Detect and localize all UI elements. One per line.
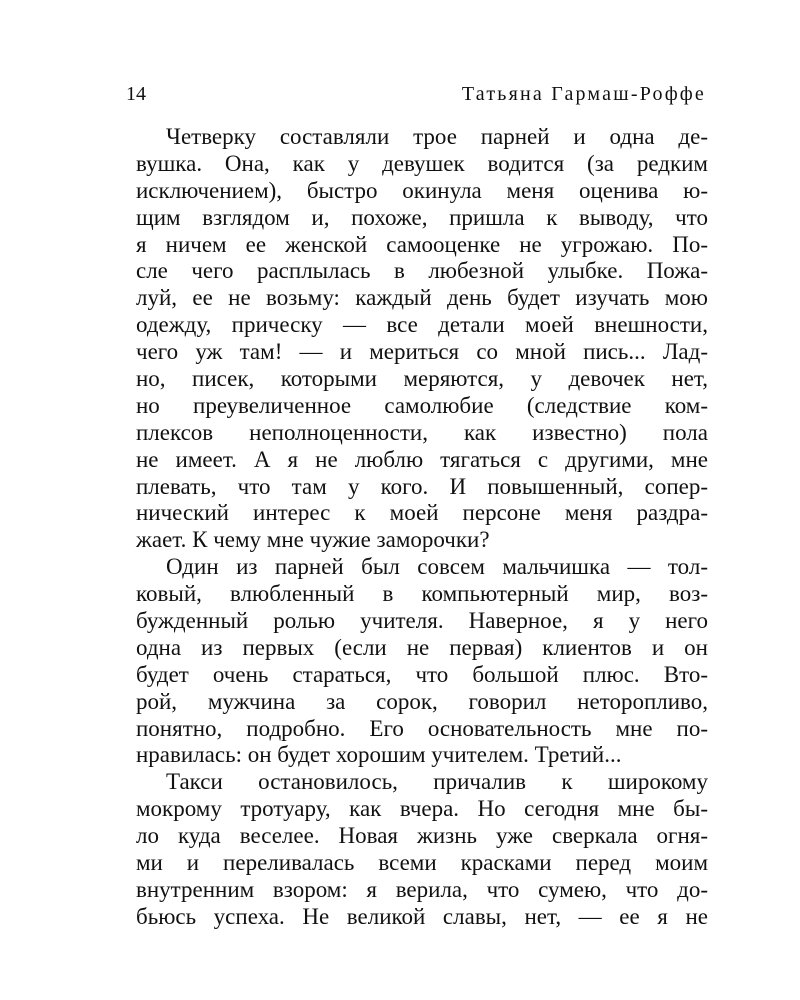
text-line: сле чего расплылась в любезной улыбке. Пожа- bbox=[136, 258, 708, 284]
text-line: вушка. Она, как у девушек водится (за редким bbox=[136, 150, 708, 176]
text-line: одежду, прическу — все детали моей внешности, bbox=[136, 312, 708, 338]
text-line: Один из парней был совсем мальчишка — тол- bbox=[166, 554, 708, 580]
page-number: 14 bbox=[126, 83, 146, 105]
text-line: бьюсь успеха. Не великой славы, нет, — ее я не bbox=[136, 903, 708, 929]
text-line: одна из первых (если не первая) клиентов и он bbox=[136, 634, 708, 660]
text-line: но, писек, которыми меряются, у девочек нет, bbox=[136, 366, 708, 392]
text-line: ми и переливалась всеми красками перед моим bbox=[136, 850, 708, 876]
text-line: мокрому тротуару, как вчера. Но сегодня мне бы- bbox=[136, 796, 708, 822]
text-line: ло куда веселее. Новая жизнь уже сверкала огня- bbox=[136, 823, 708, 849]
text-line: нический интерес к моей персоне меня раздра- bbox=[136, 500, 708, 526]
text-line: плевать, что там у кого. И повышенный, сопер- bbox=[136, 473, 708, 499]
text-line: исключением), быстро окинула меня оценива ю- bbox=[136, 177, 708, 203]
text-line: внутренним взором: я верила, что сумею, что до- bbox=[136, 876, 708, 902]
text-line: чего уж там! — и мериться со мной пись... Лад- bbox=[136, 339, 708, 365]
text-line: Такси остановилось, причалив к широкому bbox=[166, 769, 708, 795]
text-line: жает. К чему мне чужие заморочки? bbox=[136, 527, 490, 553]
text-line: понятно, подробно. Его основательность мне по- bbox=[136, 715, 708, 741]
text-line: нравилась: он будет хорошим учителем. Третий... bbox=[136, 742, 622, 768]
text-line: я ничем ее женской самооценке не угрожаю. По- bbox=[136, 231, 708, 257]
text-line: Четверку составляли трое парней и одна де- bbox=[166, 124, 708, 149]
text-line: луй, ее не возьму: каждый день будет изучать мою bbox=[136, 285, 708, 311]
text-line: щим взглядом и, похоже, пришла к выводу, что bbox=[136, 204, 708, 230]
text-line: будет очень стараться, что большой плюс. Вто- bbox=[136, 661, 708, 687]
text-line: плексов неполноценности, как известно) пола bbox=[136, 419, 708, 445]
text-line: не имеет. А я не люблю тягаться с другими, мне bbox=[136, 446, 708, 472]
running-head bbox=[126, 80, 706, 108]
body-text bbox=[136, 124, 708, 931]
text-line: рой, мужчина за сорок, говорил неторопливо, bbox=[136, 688, 708, 714]
text-line: бужденный ролью учителя. Наверное, я у него bbox=[136, 608, 708, 634]
text-line: но преувеличенное самолюбие (следствие ком- bbox=[136, 392, 708, 418]
running-title: Татьяна Гармаш-Роффе bbox=[461, 83, 706, 105]
text-line: ковый, влюбленный в компьютерный мир, воз- bbox=[136, 581, 708, 607]
